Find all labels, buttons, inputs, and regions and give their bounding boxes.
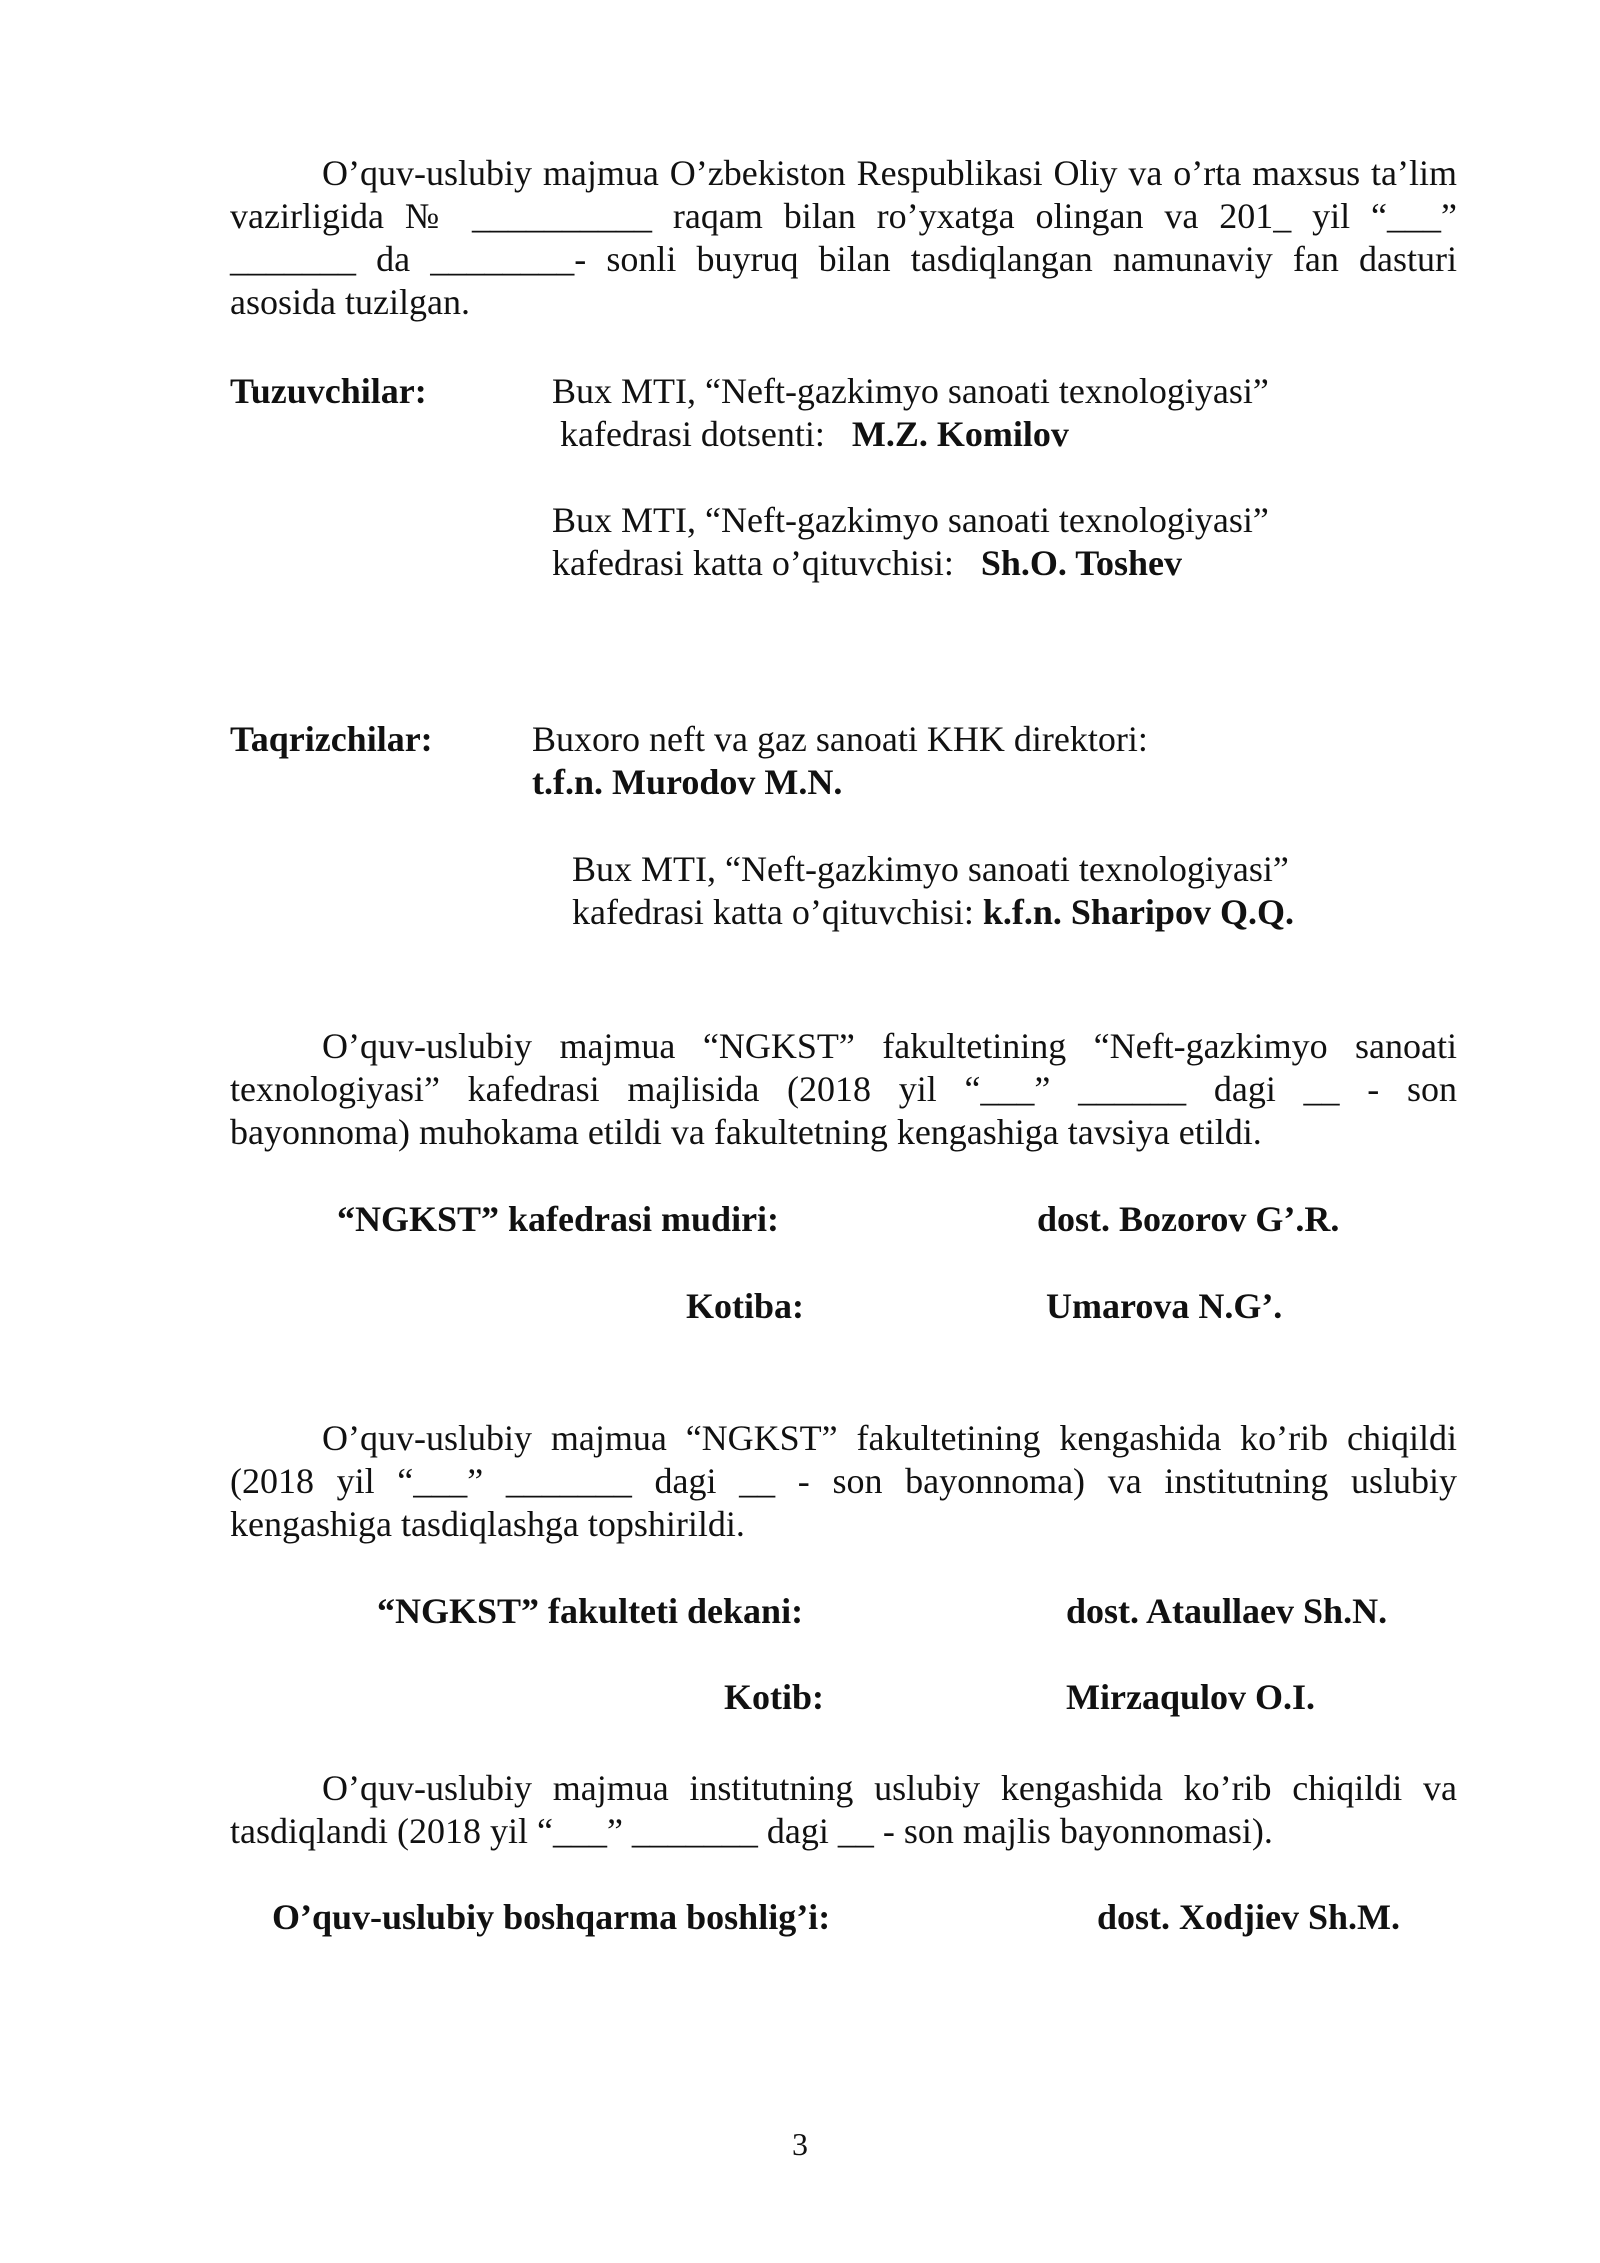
author2-role: kafedrasi katta o’qituvchisi: bbox=[552, 543, 954, 583]
reviewer2-name: k.f.n. Sharipov Q.Q. bbox=[982, 892, 1294, 932]
author1-name: M.Z. Komilov bbox=[851, 414, 1069, 454]
author1-affiliation: Bux MTI, “Neft-gazkimyo sanoati texnologiyasi” bbox=[552, 371, 1269, 411]
page-number: 3 bbox=[792, 2126, 808, 2162]
intro-paragraph-text: O’quv-uslubiy majmua O’zbekiston Respublikasi Oliy va o’rta maxsus ta’lim vazirligida № __________ raqam bilan ro’yxatga olingan va 201_ yil “___” _______ da ________- sonli buyruq bilan tasdiqlangan namunaviy fan dasturi asosida tuzilgan. bbox=[230, 153, 1457, 322]
fakultet-paragraph bbox=[230, 1417, 1457, 1546]
reviewer1-name: t.f.n. Murodov M.N. bbox=[532, 762, 843, 802]
fakultet-dean-label: “NGKST” fakulteti dekani: bbox=[377, 1591, 804, 1631]
author1-role-line bbox=[560, 413, 1069, 456]
fakultet-dean-name: dost. Ataullaev Sh.N. bbox=[1066, 1591, 1388, 1631]
kafedra-paragraph-text: O’quv-uslubiy majmua “NGKST” fakultetining “Neft-gazkimyo sanoati texnologiyasi” kafedrasi majlisida (2018 yil “___” ______ dagi __ - son bayonnoma) muhokama etildi va fakultetning kengashiga tavsiya etildi. bbox=[230, 1026, 1457, 1152]
author2-role-line bbox=[552, 542, 1182, 585]
reviewer2-role-line bbox=[572, 891, 1294, 934]
author2-affiliation: Bux MTI, “Neft-gazkimyo sanoati texnologiyasi” bbox=[552, 500, 1269, 540]
institut-paragraph bbox=[230, 1767, 1457, 1853]
kafedra-head-name: dost. Bozorov G’.R. bbox=[1037, 1199, 1340, 1239]
fakultet-secretary-label: Kotib: bbox=[724, 1677, 825, 1717]
tuzuvchilar-label: Tuzuvchilar: bbox=[230, 371, 427, 411]
reviewer2-affiliation: Bux MTI, “Neft-gazkimyo sanoati texnologiyasi” bbox=[572, 849, 1289, 889]
kafedra-secretary-name: Umarova N.G’. bbox=[1046, 1286, 1283, 1326]
kafedra-paragraph bbox=[230, 1025, 1457, 1154]
kafedra-secretary-label: Kotiba: bbox=[686, 1286, 805, 1326]
kafedra-head-label: “NGKST” kafedrasi mudiri: bbox=[337, 1199, 780, 1239]
boshqarma-name: dost. Xodjiev Sh.M. bbox=[1097, 1897, 1401, 1937]
reviewer2-role: kafedrasi katta o’qituvchisi: bbox=[572, 892, 974, 932]
author2-name: Sh.O. Toshev bbox=[980, 543, 1182, 583]
boshqarma-label: O’quv-uslubiy boshqarma boshlig’i: bbox=[272, 1897, 831, 1937]
taqrizchilar-label: Taqrizchilar: bbox=[230, 719, 433, 759]
institut-paragraph-text: O’quv-uslubiy majmua institutning uslubiy kengashida ko’rib chiqildi va tasdiqlandi (2018 yil “___” _______ dagi __ - son majlis bayonnomasi). bbox=[230, 1768, 1457, 1851]
intro-paragraph bbox=[230, 152, 1457, 324]
fakultet-paragraph-text: O’quv-uslubiy majmua “NGKST” fakultetining kengashida ko’rib chiqildi (2018 yil “___” _______ dagi __ - son bayonnoma) va institutning uslubiy kengashiga tasdiqlashga topshirildi. bbox=[230, 1418, 1457, 1544]
reviewer1-affiliation: Buxoro neft va gaz sanoati KHK direktori: bbox=[532, 719, 1148, 759]
fakultet-secretary-name: Mirzaqulov O.I. bbox=[1066, 1677, 1315, 1717]
author1-role: kafedrasi dotsenti: bbox=[560, 414, 825, 454]
